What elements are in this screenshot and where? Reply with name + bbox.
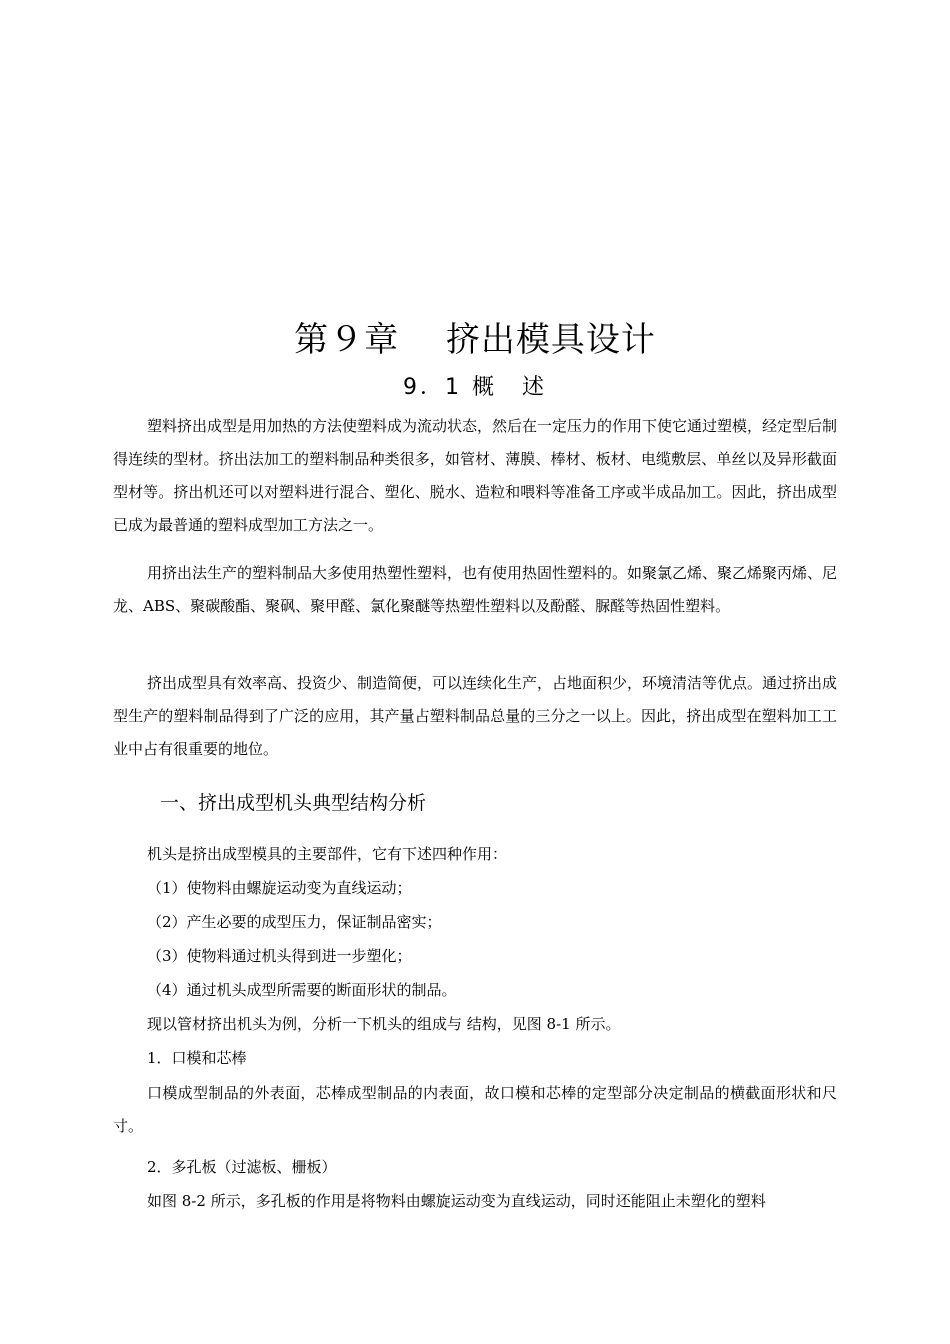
section-heading: 一、挤出成型机头典型结构分析 xyxy=(160,792,427,814)
item-1-title: 1．口模和芯棒 xyxy=(147,1049,247,1067)
overview-paragraph-3: 挤出成型具有效率高、投资少、制造简便，可以连续化生产，占地面积少，环境清洁等优点。通过挤出成型生产的塑料制品得到了广泛的应用，其产量占塑料制品总量的三分之一以上。因此，挤出成型在塑料加工工业中占有很重要的地位。 xyxy=(113,674,838,758)
overview-paragraph-1: 塑料挤出成型是用加热的方法使塑料成为流动状态，然后在一定压力的作用下使它通过塑模，经定型后制得连续的型材。挤出法加工的塑料制品种类很多，如管材、薄膜、棒材、板材、电缆敷层、单丝以及异形截面型材等。挤出机还可以对塑料进行混合、塑化、脱水、造粒和喂料等准备工序或半成品加工。因此，挤出成型已成为最普通的塑料成型加工方法之一。 xyxy=(113,417,838,534)
chapter-title: 第９章 挤出模具设计 xyxy=(294,320,656,360)
item-2-title: 2．多孔板（过滤板、栅板） xyxy=(147,1158,337,1176)
function-item-4: （4）通过机头成型所需要的断面形状的制品。 xyxy=(147,981,457,999)
item-1-text: 口模成型制品的外表面，芯棒成型制品的内表面，故口模和芯棒的定型部分决定制品的横截面形状和尺寸。 xyxy=(113,1084,837,1135)
overview-paragraph-2: 用挤出法生产的塑料制品大多使用热塑性塑料，也有使用热固性塑料的。如聚氯乙烯、聚乙烯聚丙烯、尼龙、ABS、聚碳酸酯、聚砜、聚甲醛、氯化聚醚等热塑性塑料以及酚醛、脲醛等热固性塑料。 xyxy=(113,564,838,615)
function-item-3: （3）使物料通过机头得到进一步塑化； xyxy=(147,947,412,965)
example-text: 现以管材挤出机头为例，分析一下机头的组成与 结构，见图 8-1 所示。 xyxy=(147,1015,621,1033)
section-title: 9．1 概 述 xyxy=(403,375,547,400)
function-item-2: （2）产生必要的成型压力，保证制品密实； xyxy=(147,913,442,931)
function-item-1: （1）使物料由螺旋运动变为直线运动； xyxy=(147,879,412,897)
item-2-text: 如图 8-2 所示，多孔板的作用是将物料由螺旋运动变为直线运动，同时还能阻止未塑化的塑料 xyxy=(147,1192,766,1210)
die-head-intro: 机头是挤出成型模具的主要部件，它有下述四种作用： xyxy=(147,845,508,863)
